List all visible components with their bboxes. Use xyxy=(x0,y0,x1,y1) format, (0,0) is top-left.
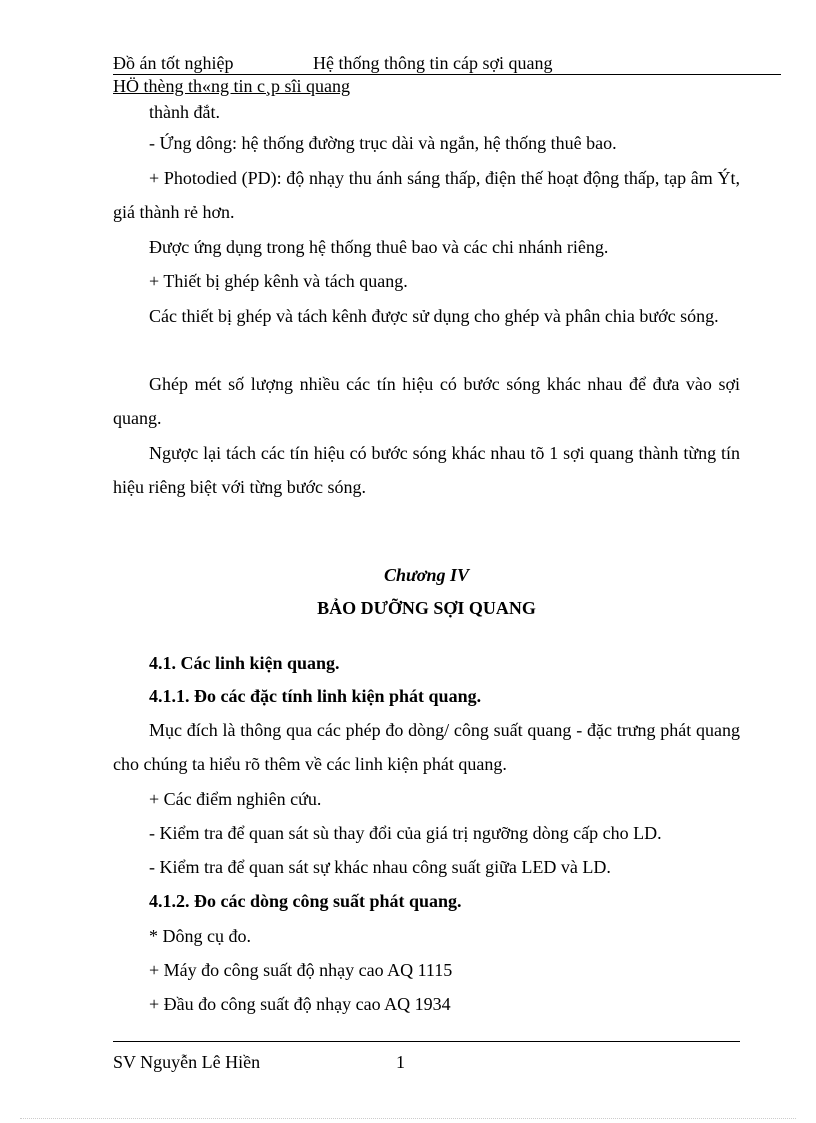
paragraph-check-ld: - Kiểm tra để quan sát sù thay đổi của giá trị ngưỡng dòng cấp cho LD. xyxy=(149,823,662,843)
paragraph-tools: * Dông cụ đo. xyxy=(149,926,251,946)
paragraph-mux-device: + Thiết bị ghép kênh và tách quang. xyxy=(149,271,408,291)
footer-divider xyxy=(113,1041,740,1042)
paragraph-check-led-ld: - Kiểm tra để quan sát sự khác nhau công suất giữa LED và LD. xyxy=(149,857,611,877)
header-garbled-title: HÖ thèng th«ng tin c¸p sîi quang xyxy=(113,76,350,96)
paragraph-meter: + Máy đo công suất độ nhạy cao AQ 1115 xyxy=(149,960,453,980)
paragraph-demultiplex: Ngược lại tách các tín hiệu có bước sóng khác nhau tõ 1 sợi quang thành từng tín hiệu riêng biệt với từng bước sóng. xyxy=(113,443,740,497)
paragraph-continuation: thành đắt. xyxy=(149,102,220,122)
chapter-title: BẢO DƯỠNG SỢI QUANG xyxy=(317,598,536,618)
footer-page-number: 1 xyxy=(396,1052,405,1072)
paragraph-photodiode: + Photodied (PD): độ nhạy thu ánh sáng thấp, điện thế hoạt động thấp, tạp âm Ýt, giá thành rẻ hơn. xyxy=(113,168,740,222)
paragraph-used-in: Được ứng dụng trong hệ thống thuê bao và các chi nhánh riêng. xyxy=(149,237,609,257)
paragraph-research-points: + Các điểm nghiên cứu. xyxy=(149,789,322,809)
page-header xyxy=(113,53,781,75)
chapter-number: Chương IV xyxy=(384,565,469,585)
section-heading-4-1-1: 4.1.1. Đo các đặc tính linh kiện phát quang. xyxy=(149,686,482,706)
paragraph-purpose: Mục đích là thông qua các phép đo dòng/ công suất quang - đặc trưng phát quang cho chúng ta hiểu rõ thêm về các linh kiện phát quang. xyxy=(113,720,740,774)
page-bottom-edge xyxy=(20,1118,796,1119)
section-heading-4-1-2: 4.1.2. Đo các dòng công suất phát quang. xyxy=(149,891,462,911)
paragraph-multiplex: Ghép mét số lượng nhiều các tín hiệu có bước sóng khác nhau để đưa vào sợi quang. xyxy=(113,374,740,428)
header-topic: Hệ thống thông tin cáp sợi quang xyxy=(313,53,553,73)
section-heading-4-1: 4.1. Các linh kiện quang. xyxy=(149,653,340,673)
header-project: Đồ án tốt nghiệp xyxy=(113,53,234,73)
paragraph-application: - Ứng dông: hệ thống đường trục dài và ngắn, hệ thống thuê bao. xyxy=(149,133,617,153)
footer-student-name: SV Nguyễn Lê Hiền xyxy=(113,1052,261,1072)
paragraph-mux-desc: Các thiết bị ghép và tách kênh được sử dụng cho ghép và phân chia bước sóng. xyxy=(149,306,719,326)
paragraph-sensor: + Đầu đo công suất độ nhạy cao AQ 1934 xyxy=(149,994,451,1014)
